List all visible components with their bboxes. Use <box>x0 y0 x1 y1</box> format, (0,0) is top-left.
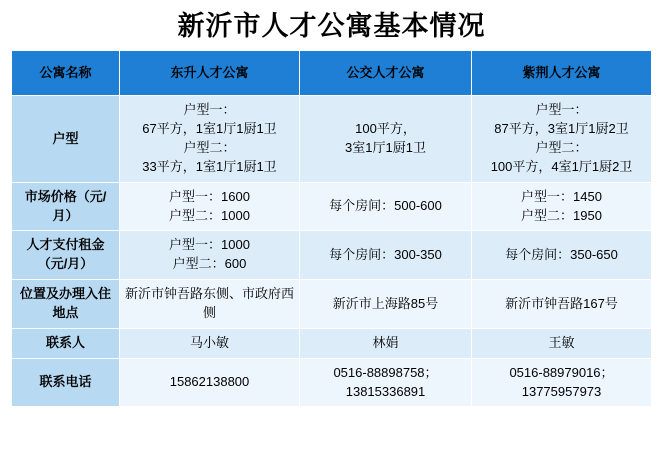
cell-rent-zijing <box>472 231 652 280</box>
table-body <box>12 96 652 407</box>
cell-line: 每个房间：350-650 <box>505 246 618 262</box>
page-title: 新沂市人才公寓基本情况 <box>177 11 486 41</box>
cell-line: 户型二：600 <box>172 256 247 272</box>
cell-line: 户型二：1950 <box>521 207 602 223</box>
table-row <box>12 96 652 182</box>
cell-line: 林娟 <box>372 334 399 350</box>
row-label-talent-rent: 人才支付租金（元/月） <box>12 231 120 280</box>
row-label-location: 位置及办理入住地点 <box>12 280 120 329</box>
cell-rent-dongsheng <box>120 231 300 280</box>
cell-phone-gongjiao <box>300 358 472 407</box>
row-label-contact-person: 联系人 <box>12 328 120 358</box>
cell-line: 户型一： <box>535 102 588 118</box>
cell-price-gongjiao <box>300 182 472 231</box>
cell-line: 新沂市钟吾路167号 <box>505 295 618 311</box>
cell-location-gongjiao <box>300 280 472 329</box>
cell-rent-gongjiao <box>300 231 472 280</box>
column-header-zijing: 紫荆人才公寓 <box>472 51 652 96</box>
cell-line: 户型一： <box>183 102 236 118</box>
cell-line: 15862138800 <box>169 374 250 390</box>
table-row <box>12 231 652 280</box>
cell-line: 户型二： <box>535 140 588 156</box>
cell-line: 新沂市上海路85号 <box>332 295 439 311</box>
table-row <box>12 358 652 407</box>
table-row <box>12 182 652 231</box>
cell-phone-zijing <box>472 358 652 407</box>
table-row <box>12 328 652 358</box>
column-header-dongsheng: 东升人才公寓 <box>120 51 300 96</box>
cell-price-zijing <box>472 182 652 231</box>
cell-huxing-zijing <box>472 96 652 182</box>
column-header-name: 公寓名称 <box>12 51 120 96</box>
cell-line: 户型一：1450 <box>521 188 602 204</box>
cell-line: 户型二：1000 <box>169 207 250 223</box>
cell-line: 新沂市钟吾路东侧、市政府西侧 <box>124 286 294 320</box>
cell-line: 100平方， <box>355 121 416 137</box>
cell-line: 每个房间：300-350 <box>329 246 442 262</box>
cell-contact-zijing <box>472 328 652 358</box>
cell-contact-dongsheng <box>120 328 300 358</box>
cell-location-dongsheng <box>120 280 300 329</box>
row-label-phone: 联系电话 <box>12 358 120 407</box>
cell-line: 每个房间：500-600 <box>329 198 442 214</box>
cell-line: 87平方，3室1厅1厨2卫 <box>494 121 629 137</box>
row-label-huxing: 户型 <box>12 96 120 182</box>
cell-location-zijing <box>472 280 652 329</box>
table-row <box>12 280 652 329</box>
cell-phone-dongsheng <box>120 358 300 407</box>
cell-line: 户型一：1000 <box>169 237 250 253</box>
cell-huxing-dongsheng <box>120 96 300 182</box>
apartment-info-table <box>11 50 652 407</box>
cell-line: 户型一：1600 <box>169 188 250 204</box>
cell-line: 67平方，1室1厅1厨1卫 <box>142 121 277 137</box>
row-label-market-price: 市场价格（元/月） <box>12 182 120 231</box>
cell-line: 马小敏 <box>189 334 229 350</box>
cell-price-dongsheng <box>120 182 300 231</box>
cell-contact-gongjiao <box>300 328 472 358</box>
column-header-gongjiao: 公交人才公寓 <box>300 51 472 96</box>
cell-line: 王敏 <box>548 334 575 350</box>
cell-line: 100平方，4室1厅1厨2卫 <box>490 158 633 174</box>
cell-line: 13775957973 <box>521 383 602 399</box>
cell-huxing-gongjiao <box>300 96 472 182</box>
cell-line: 33平方，1室1厅1厨1卫 <box>142 158 277 174</box>
cell-line: 0516-88898758； <box>333 364 438 380</box>
table-header-row <box>12 51 652 96</box>
cell-line: 0516-88979016； <box>509 364 614 380</box>
cell-line: 13815336891 <box>345 383 426 399</box>
cell-line: 户型二： <box>183 140 236 156</box>
cell-line: 3室1厅1厨1卫 <box>345 140 426 156</box>
